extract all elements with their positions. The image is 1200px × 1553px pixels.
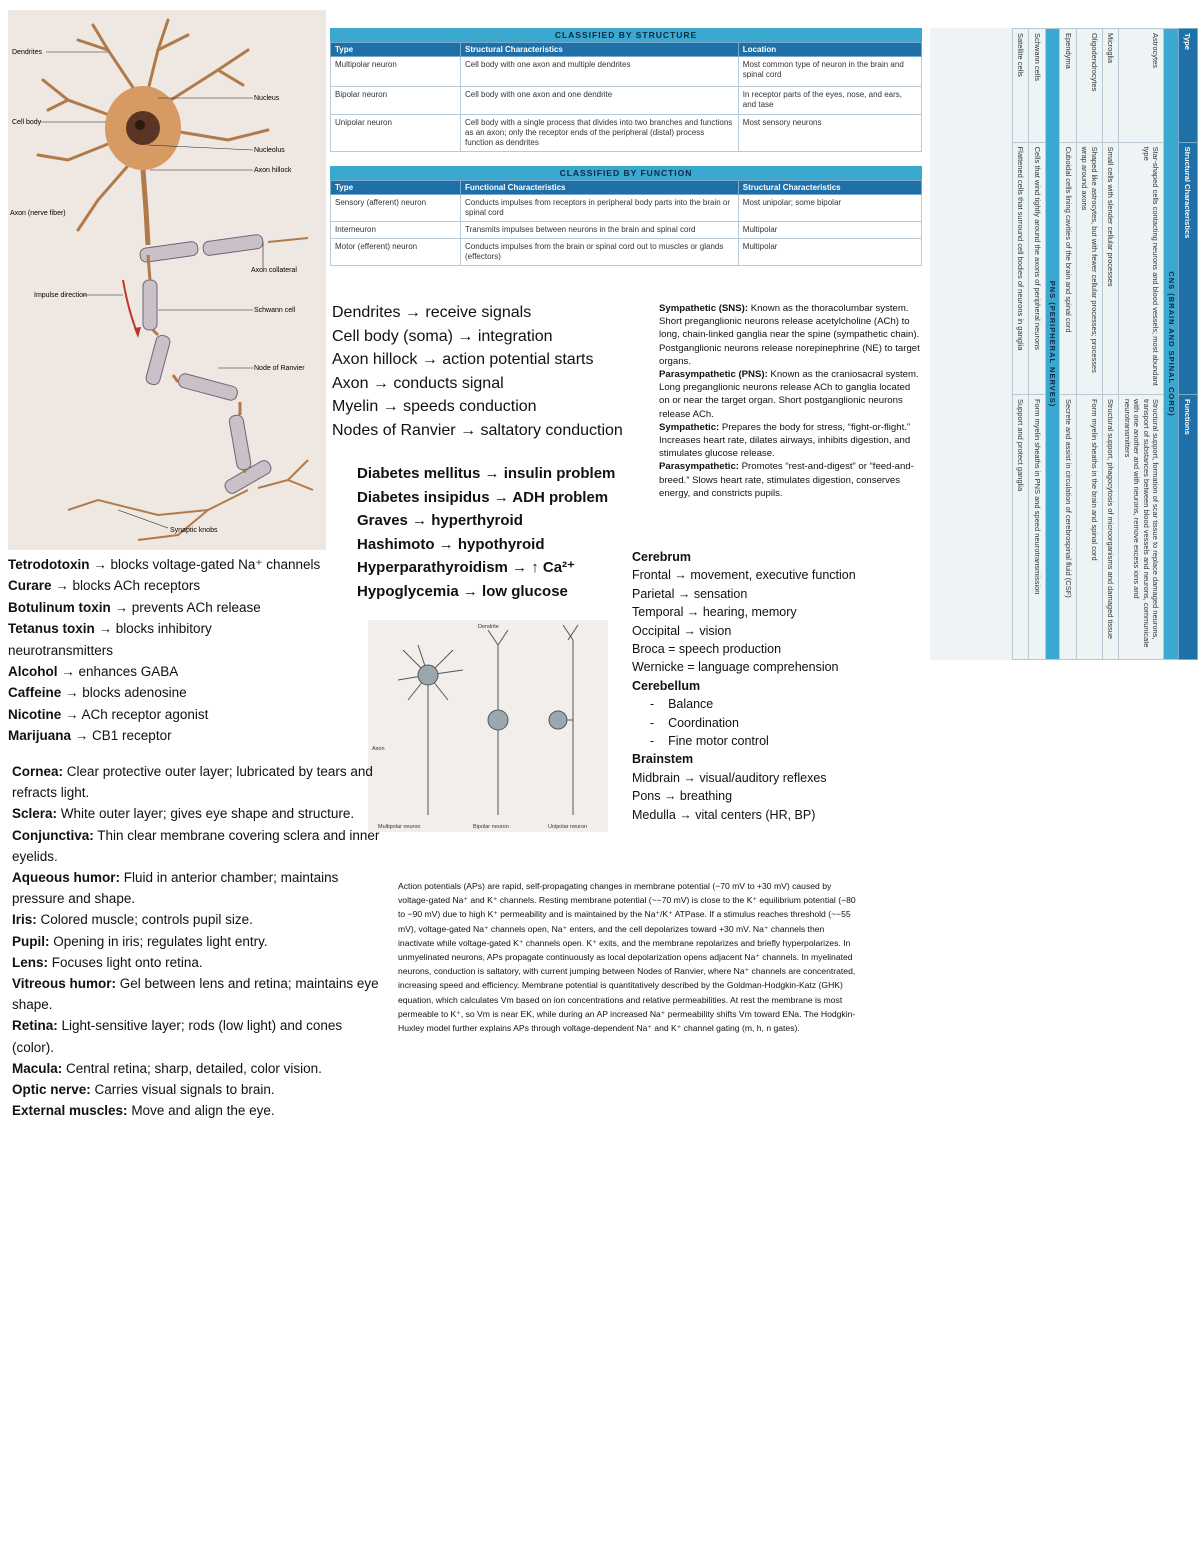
table-row bbox=[1119, 29, 1164, 660]
label-nucleolus: Nucleolus bbox=[254, 147, 285, 154]
cell: Star-shaped cells contacting neurons and blood vessels; most abundant type bbox=[1119, 142, 1164, 394]
cell: Conducts impulses from the brain or spinal cord out to muscles or glands (effectors) bbox=[461, 239, 739, 266]
cell: Ependyma bbox=[1060, 29, 1077, 143]
list-item: - Fine motor control bbox=[650, 734, 769, 749]
table-row bbox=[331, 222, 922, 239]
cell: Motor (efferent) neuron bbox=[331, 239, 461, 266]
table-row bbox=[1077, 29, 1103, 660]
neuron-types-illustration bbox=[368, 620, 608, 832]
cell: Schwann cells bbox=[1029, 29, 1046, 143]
list-item: Tetanus toxin → blocks inhibitory neurotransmitters bbox=[8, 621, 212, 658]
list-item: Vitreous humor: Gel between lens and retina; maintains eye shape. bbox=[12, 976, 379, 1013]
list-item: Medulla → vital centers (HR, BP) bbox=[632, 807, 816, 822]
cell: Multipolar bbox=[738, 239, 921, 266]
cell: Cells that wind tightly around the axons of peripheral neurons bbox=[1029, 142, 1046, 394]
col-functional: Functional Characteristics bbox=[461, 181, 739, 195]
eye-anatomy-list bbox=[12, 761, 384, 1121]
list-item: Pons → breathing bbox=[632, 789, 733, 804]
cell: Bipolar neuron bbox=[331, 87, 461, 115]
cell: Support and protect ganglia bbox=[1013, 394, 1030, 659]
autonomic-notes bbox=[659, 302, 921, 500]
cell: Flattened cells that surround cell bodies of neurons in ganglia bbox=[1013, 142, 1030, 394]
table-row bbox=[1013, 29, 1030, 660]
cell: Astrocytes bbox=[1119, 29, 1164, 143]
list-item: External muscles: Move and align the eye. bbox=[12, 1103, 275, 1119]
cell: Microglia bbox=[1103, 29, 1120, 143]
sns-paragraph: Sympathetic (SNS): Known as the thoracolumbar system. Short preganglionic neurons release acetylcholine (ACh) to long, chain-linked ganglia near the spine (sympathetic chain). Postganglionic neurons release norepinephrine (NE) to target organs. bbox=[659, 303, 920, 367]
cell: Multipolar neuron bbox=[331, 57, 461, 87]
list-item: Dendrites → receive signals bbox=[332, 304, 532, 321]
cell: Form myelin sheaths in PNS and speed neurotransmission bbox=[1029, 394, 1046, 659]
cell: Satellite cells bbox=[1013, 29, 1030, 143]
label-cell-body: Cell body bbox=[12, 119, 42, 126]
cell: Most unipolar; some bipolar bbox=[738, 195, 921, 222]
list-item: Sclera: White outer layer; gives eye shape and structure. bbox=[12, 806, 355, 822]
list-item: Cornea: Clear protective outer layer; lubricated by tears and refracts light. bbox=[12, 764, 373, 801]
sympathetic-paragraph: Sympathetic: Prepares the body for stress, “fight-or-flight.” Increases heart rate, dilates airways, inhibits digestion, and stimulates glucose release. bbox=[659, 421, 911, 460]
label-dendrites: Dendrites bbox=[12, 49, 42, 56]
structure-banner: CLASSIFIED BY STRUCTURE bbox=[330, 28, 922, 42]
list-item: Wernicke = language comprehension bbox=[632, 660, 839, 675]
list-item: Tetrodotoxin → blocks voltage-gated Na⁺ channels bbox=[8, 557, 321, 572]
label-schwann-cell: Schwann cell bbox=[254, 307, 296, 314]
glial-cells-table bbox=[930, 28, 1198, 660]
label-axon-collateral: Axon collateral bbox=[251, 267, 297, 274]
parasympathetic-paragraph: Parasympathetic: Promotes “rest-and-digest” or “feed-and-breed.” Slows heart rate, stimulates digestion, conserves energy, and constricts pupils. bbox=[659, 461, 914, 499]
list-item: Macula: Central retina; sharp, detailed, color vision. bbox=[12, 1060, 322, 1076]
list-item: - Coordination bbox=[650, 715, 739, 730]
disorders-list bbox=[357, 462, 647, 603]
cell: Sensory (afferent) neuron bbox=[331, 195, 461, 222]
label-synaptic-knobs: Synaptic knobs bbox=[170, 527, 218, 534]
col-type: Type bbox=[1179, 29, 1198, 143]
table-row bbox=[331, 87, 922, 115]
cell: Cell body with a single process that divides into two branches and functions as an axon; only the receptor ends of the peripheral (distal) process function as dendrites bbox=[461, 115, 739, 152]
col-structural: Structural Characteristics bbox=[738, 181, 921, 195]
list-item: - Balance bbox=[650, 697, 714, 712]
label-bipolar: Bipolar neuron bbox=[473, 824, 509, 830]
cell: Structural support, formation of scar tissue to replace damaged neurons, transport of substances between blood vessels and neurons, communicate with one another and with neurons, remove excess ions and neurotransmitters bbox=[1119, 394, 1164, 659]
list-item: Temporal → hearing, memory bbox=[632, 605, 797, 620]
brainstem-heading: Brainstem bbox=[632, 752, 694, 767]
table-row bbox=[331, 239, 922, 266]
cell: Small cells with slender cellular processes bbox=[1103, 142, 1120, 394]
list-item: Pupil: Opening in iris; regulates light entry. bbox=[12, 933, 268, 949]
neuron-anatomy-figure bbox=[8, 10, 326, 550]
list-item: Axon → conducts signal bbox=[332, 374, 504, 392]
cell: Shaped like astrocytes, but with fewer cellular processes; processes wrap around axons bbox=[1077, 142, 1103, 394]
list-item: Midbrain → visual/auditory reflexes bbox=[632, 770, 827, 785]
list-item: Frontal → movement, executive function bbox=[632, 568, 856, 583]
list-item: Occipital → vision bbox=[632, 623, 732, 638]
cell: Oligodendrocytes bbox=[1077, 29, 1103, 143]
label-unipolar: Unipolar neuron bbox=[548, 824, 588, 830]
table-row bbox=[331, 57, 922, 87]
list-item: Conjunctiva: Thin clear membrane covering sclera and inner eyelids. bbox=[12, 827, 380, 864]
cell: Multipolar bbox=[738, 222, 921, 239]
cell: Conducts impulses from receptors in peripheral body parts into the brain or spinal cord bbox=[461, 195, 739, 222]
col-type: Type bbox=[331, 181, 461, 195]
label-impulse-direction: Impulse direction bbox=[34, 292, 87, 299]
col-location: Location bbox=[738, 43, 921, 57]
list-item: Iris: Colored muscle; controls pupil size. bbox=[12, 912, 253, 928]
list-item: Marijuana → CB1 receptor bbox=[8, 728, 172, 744]
list-item: Diabetes insipidus → ADH problem bbox=[357, 488, 609, 506]
list-item: Curare → blocks ACh receptors bbox=[8, 578, 201, 594]
table-row bbox=[1103, 29, 1120, 660]
toxins-list bbox=[8, 554, 363, 747]
cell: Most common type of neuron in the brain and spinal cord bbox=[738, 57, 921, 87]
label-multipolar: Multipolar neuron bbox=[378, 824, 421, 830]
neuron-parts-list bbox=[332, 301, 662, 442]
cerebrum-heading: Cerebrum bbox=[632, 550, 692, 564]
list-item: Cell body (soma) → integration bbox=[332, 327, 553, 345]
label-axon-hillock: Axon hillock bbox=[254, 167, 292, 174]
function-banner: CLASSIFIED BY FUNCTION bbox=[330, 166, 922, 180]
col-structural: Structural Characteristics bbox=[461, 43, 739, 57]
cell: Structural support, phagocytosis of microorganisms and damaged tissue bbox=[1103, 394, 1120, 659]
list-item: Optic nerve: Carries visual signals to brain. bbox=[12, 1082, 275, 1098]
table-row bbox=[1060, 29, 1077, 660]
list-item: Parietal → sensation bbox=[632, 586, 748, 601]
neuron-illustration bbox=[8, 10, 326, 550]
cerebellum-heading: Cerebellum bbox=[632, 678, 701, 693]
table-row bbox=[331, 195, 922, 222]
cell: Cuboidal cells lining cavities of the brain and spinal cord bbox=[1060, 142, 1077, 394]
col-structural: Structural Characteristics bbox=[1179, 142, 1198, 394]
list-item: Diabetes mellitus → insulin problem bbox=[357, 465, 616, 482]
list-item: Alcohol → enhances GABA bbox=[8, 664, 179, 680]
list-item: Retina: Light-sensitive layer; rods (low light) and cones (color). bbox=[12, 1018, 343, 1055]
list-item: Caffeine → blocks adenosine bbox=[8, 685, 187, 701]
neuron-types-figure bbox=[368, 620, 608, 832]
list-item: Botulinum toxin → prevents ACh release bbox=[8, 599, 261, 615]
action-potential-paragraph: Action potentials (APs) are rapid, self-propagating changes in membrane potential (−70 mV to +30 mV) caused by voltage-gated Na⁺ and K⁺ channels. Resting membrane potential (~−70 mV) is close to the K⁺ equilibrium potential (−80 to −90 mV) due to high K⁺ permeability and is maintained by the Na⁺/K⁺ ATPase. If a stimulus reaches threshold (~−55 mV), voltage-gated Na⁺ channels open, Na⁺ enters, and the cell depolarizes toward +30 mV. Na⁺ channels then inactivate while voltage-gated K⁺ channels open. K⁺ exits, and the membrane repolarizes and briefly hyperpolarizes. In unmyelinated neurons, APs propagate continuously as local depolarization opens adjacent Na⁺ channels. In myelinated neurons, conduction is saltatory, with current jumping between Nodes of Ranvier, where Na⁺ channels are concentrated, increasing speed and efficiency. Membrane potential is quantitatively described by the Goldman-Hodgkin-Katz (GHK) equation, which calculates Vm based on ion concentrations and relative permeabilities. At rest the membrane is most permeable to K⁺, so Vm is near EK, while during an AP increased Na⁺ permeability shifts Vm toward ENa. The Hodgkin-Huxley model further explains APs through voltage-dependent Na⁺ and K⁺ channel gating (m, h, n gates). bbox=[398, 881, 856, 1034]
label-nucleus: Nucleus bbox=[254, 95, 280, 102]
structure-classification-table bbox=[330, 28, 922, 152]
cell: Form myelin sheaths in the brain and spinal cord bbox=[1077, 394, 1103, 659]
list-item: Nicotine → ACh receptor agonist bbox=[8, 706, 209, 722]
table-row bbox=[331, 115, 922, 152]
cell: Most sensory neurons bbox=[738, 115, 921, 152]
cell: Cell body with one axon and one dendrite bbox=[461, 87, 739, 115]
brain-regions-list bbox=[632, 548, 922, 824]
list-item: Graves → hyperthyroid bbox=[357, 512, 523, 529]
list-item: Myelin → speeds conduction bbox=[332, 398, 537, 415]
label-dendrite: Dendrite bbox=[478, 624, 499, 630]
list-item: Axon hillock → action potential starts bbox=[332, 351, 594, 368]
table-row bbox=[1029, 29, 1046, 660]
list-item: Aqueous humor: Fluid in anterior chamber; maintains pressure and shape. bbox=[12, 870, 339, 907]
col-type: Type bbox=[331, 43, 461, 57]
label-node-of-ranvier: Node of Ranvier bbox=[254, 365, 305, 372]
list-item: Hypoglycemia → low glucose bbox=[357, 582, 568, 600]
col-functions: Functions bbox=[1179, 394, 1198, 659]
label-axon: Axon bbox=[372, 746, 385, 752]
list-item: Hashimoto → hypothyroid bbox=[357, 535, 545, 553]
list-item: Hyperparathyroidism → ↑ Ca²⁺ bbox=[357, 559, 575, 576]
label-axon: Axon (nerve fiber) bbox=[10, 210, 66, 217]
function-classification-table bbox=[330, 166, 922, 266]
list-item: Broca = speech production bbox=[632, 642, 782, 657]
pns-paragraph: Parasympathetic (PNS): Known as the craniosacral system. Long preganglionic neurons release ACh to ganglia located on or near the target organ. Short postganglionic neurons release ACh. bbox=[659, 369, 919, 420]
cell: In receptor parts of the eyes, nose, and ears, and tase bbox=[738, 87, 921, 115]
cell: Interneuron bbox=[331, 222, 461, 239]
pns-banner: PNS (PERIPHERAL NERVES) bbox=[1046, 29, 1061, 660]
list-item: Nodes of Ranvier → saltatory conduction bbox=[332, 421, 623, 439]
list-item: Lens: Focuses light onto retina. bbox=[12, 954, 203, 970]
cns-banner: CNS (BRAIN AND SPINAL CORD) bbox=[1164, 29, 1179, 660]
cell: Cell body with one axon and multiple dendrites bbox=[461, 57, 739, 87]
cell: Transmits impulses between neurons in the brain and spinal cord bbox=[461, 222, 739, 239]
cell: Unipolar neuron bbox=[331, 115, 461, 152]
cell: Secrete and assist in circulation of cerebrospinal fluid (CSF) bbox=[1060, 394, 1077, 659]
